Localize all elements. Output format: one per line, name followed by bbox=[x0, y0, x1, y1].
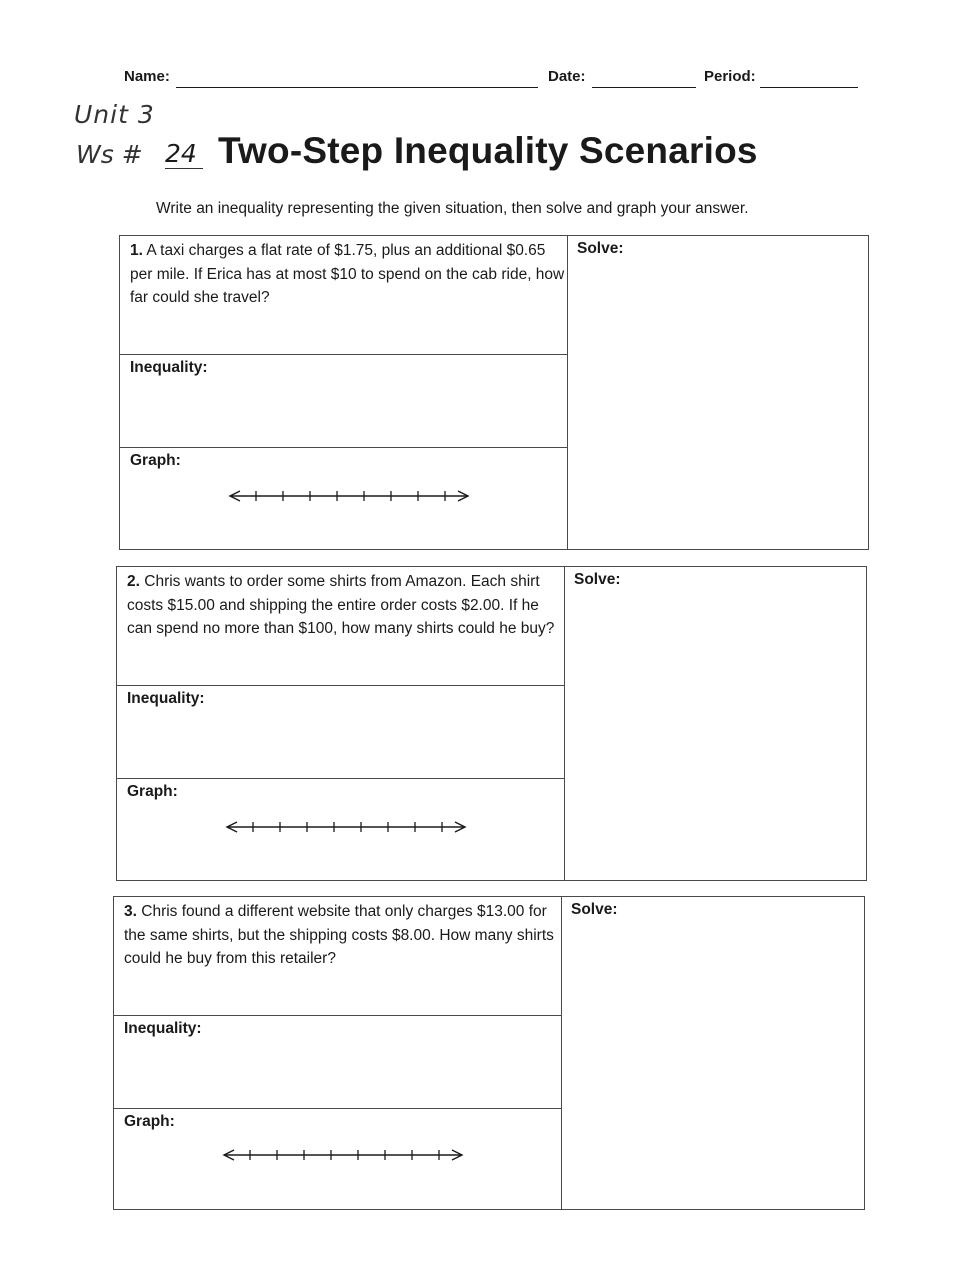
problem-2-question bbox=[127, 570, 564, 641]
handwritten-ws-prefix: Ws # bbox=[76, 140, 143, 169]
instructions: Write an inequality representing the given situation, then solve and graph your answer. bbox=[156, 200, 749, 217]
problem-1-solve-label: Solve: bbox=[577, 240, 624, 257]
problem-2-number-line[interactable] bbox=[225, 819, 469, 835]
problem-1-number-line[interactable] bbox=[228, 488, 472, 504]
problem-1-question-cell bbox=[120, 236, 567, 355]
date-field[interactable] bbox=[592, 87, 696, 88]
problem-2-inequality-label: Inequality: bbox=[127, 690, 205, 707]
problem-1-number: 1. bbox=[130, 242, 143, 259]
problem-3-solve-label: Solve: bbox=[571, 901, 618, 918]
problem-3-left-column bbox=[114, 897, 562, 1209]
problem-2-box bbox=[116, 566, 867, 881]
problem-1-box bbox=[119, 235, 869, 550]
problem-3-number-line[interactable] bbox=[222, 1147, 466, 1163]
period-field[interactable] bbox=[760, 87, 858, 88]
page-title: Two-Step Inequality Scenarios bbox=[218, 130, 758, 171]
problem-3-inequality-label: Inequality: bbox=[124, 1020, 202, 1037]
handwritten-ws-number: 24 bbox=[165, 140, 203, 169]
problem-2-inequality-cell[interactable] bbox=[117, 686, 564, 779]
problem-2-question-cell bbox=[117, 567, 564, 686]
problem-2-left-column bbox=[117, 567, 565, 880]
problem-2-text: Chris wants to order some shirts from Amazon. Each shirt costs $15.00 and shipping the entire order costs $2.00. If he can spend no more than $100, how many shirts could he buy? bbox=[127, 573, 555, 637]
handwritten-unit: Unit 3 bbox=[74, 100, 155, 129]
problem-2-graph-cell[interactable] bbox=[117, 779, 564, 880]
problem-1-question bbox=[130, 239, 567, 310]
problem-2-graph-label: Graph: bbox=[127, 783, 178, 800]
problem-2-number: 2. bbox=[127, 573, 140, 590]
name-label: Name: bbox=[124, 68, 170, 85]
problem-3-question bbox=[124, 900, 561, 971]
problem-3-text: Chris found a different website that only charges $13.00 for the same shirts, but the shipping costs $8.00. How many shirts could he buy from this retailer? bbox=[124, 903, 554, 967]
problem-3-graph-cell[interactable] bbox=[114, 1109, 561, 1209]
problem-1-text: A taxi charges a flat rate of $1.75, plus an additional $0.65 per mile. If Erica has at most $10 to spend on the cab ride, how far could she travel? bbox=[130, 242, 565, 306]
problem-1-left-column bbox=[120, 236, 568, 549]
problem-3-number: 3. bbox=[124, 903, 137, 920]
problem-1-graph-cell[interactable] bbox=[120, 448, 567, 549]
problem-2-solve-label: Solve: bbox=[574, 571, 621, 588]
name-field[interactable] bbox=[176, 87, 538, 88]
period-label: Period: bbox=[704, 68, 756, 85]
problem-3-box bbox=[113, 896, 865, 1210]
worksheet-header bbox=[124, 68, 864, 94]
problem-1-graph-label: Graph: bbox=[130, 452, 181, 469]
problem-1-inequality-cell[interactable] bbox=[120, 355, 567, 448]
problem-3-graph-label: Graph: bbox=[124, 1113, 175, 1130]
problem-3-inequality-cell[interactable] bbox=[114, 1016, 561, 1109]
problem-3-question-cell bbox=[114, 897, 561, 1016]
date-label: Date: bbox=[548, 68, 586, 85]
problem-1-inequality-label: Inequality: bbox=[130, 359, 208, 376]
